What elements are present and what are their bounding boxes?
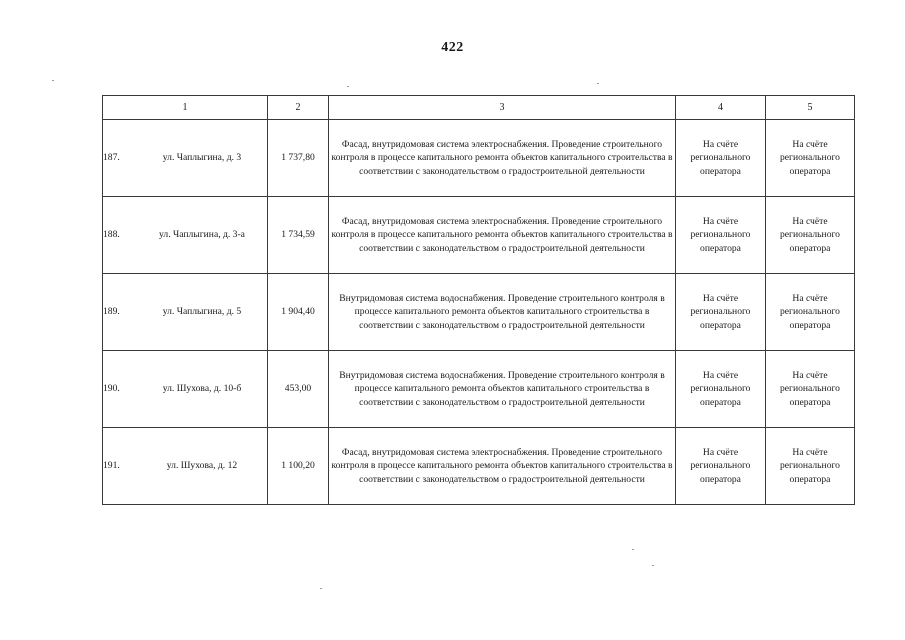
scan-speck xyxy=(652,565,654,566)
area-cell: 453,00 xyxy=(268,351,329,428)
col5-cell: На счёте регионального оператора xyxy=(766,274,855,351)
scan-speck xyxy=(52,80,54,81)
col4-cell: На счёте регионального оператора xyxy=(676,351,766,428)
row-address: ул. Шухова, д. 12 xyxy=(166,460,238,472)
table-row xyxy=(103,428,855,505)
address-cell xyxy=(103,274,268,351)
table-row xyxy=(103,197,855,274)
col4-cell: На счёте регионального оператора xyxy=(676,428,766,505)
table-row xyxy=(103,274,855,351)
table-row xyxy=(103,120,855,197)
address-cell xyxy=(103,351,268,428)
row-index: 188. xyxy=(103,229,120,241)
work-cell: Фасад, внутридомовая система электроснабжения. Проведение строительного контроля в процессе капитального ремонта объектов капитального строительства в соответствии с законодательством о градостроительной деятельности xyxy=(329,197,676,274)
col4-cell: На счёте регионального оператора xyxy=(676,274,766,351)
area-cell: 1 100,20 xyxy=(268,428,329,505)
page-number: 422 xyxy=(441,40,464,55)
area-cell: 1 737,80 xyxy=(268,120,329,197)
header-cell-4: 4 xyxy=(676,96,766,120)
header-cell-1: 1 xyxy=(103,96,268,120)
address-cell xyxy=(103,428,268,505)
row-index: 190. xyxy=(103,383,120,395)
work-cell: Внутридомовая система водоснабжения. Проведение строительного контроля в процессе капитального ремонта объектов капитального строительства в соответствии с законодательством о градостроительной деятельности xyxy=(329,274,676,351)
header-row xyxy=(103,96,855,120)
address-cell xyxy=(103,197,268,274)
col4-cell: На счёте регионального оператора xyxy=(676,197,766,274)
header-cell-3: 3 xyxy=(329,96,676,120)
area-cell: 1 734,59 xyxy=(268,197,329,274)
header-cell-2: 2 xyxy=(268,96,329,120)
address-cell xyxy=(103,120,268,197)
col5-cell: На счёте регионального оператора xyxy=(766,197,855,274)
row-index: 191. xyxy=(103,460,120,472)
scan-speck xyxy=(632,549,634,550)
scan-speck xyxy=(320,588,322,589)
col5-cell: На счёте регионального оператора xyxy=(766,428,855,505)
row-index: 189. xyxy=(103,306,120,318)
scan-speck xyxy=(347,86,349,87)
row-address: ул. Чаплыгина, д. 3-а xyxy=(159,229,245,241)
col4-cell: На счёте регионального оператора xyxy=(676,120,766,197)
scan-speck xyxy=(597,83,599,84)
header-cell-5: 5 xyxy=(766,96,855,120)
row-address: ул. Шухова, д. 10-б xyxy=(162,383,242,395)
col5-cell: На счёте регионального оператора xyxy=(766,351,855,428)
row-address: ул. Чаплыгина, д. 3 xyxy=(162,152,242,164)
row-address: ул. Чаплыгина, д. 5 xyxy=(162,306,242,318)
area-cell: 1 904,40 xyxy=(268,274,329,351)
work-cell: Внутридомовая система водоснабжения. Проведение строительного контроля в процессе капитального ремонта объектов капитального строительства в соответствии с законодательством о градостроительной деятельности xyxy=(329,351,676,428)
repair-schedule-table xyxy=(102,95,855,505)
work-cell: Фасад, внутридомовая система электроснабжения. Проведение строительного контроля в процессе капитального ремонта объектов капитального строительства в соответствии с законодательством о градостроительной деятельности xyxy=(329,120,676,197)
col5-cell: На счёте регионального оператора xyxy=(766,120,855,197)
row-index: 187. xyxy=(103,152,120,164)
work-cell: Фасад, внутридомовая система электроснабжения. Проведение строительного контроля в процессе капитального ремонта объектов капитального строительства в соответствии с законодательством о градостроительной деятельности xyxy=(329,428,676,505)
table-row xyxy=(103,351,855,428)
